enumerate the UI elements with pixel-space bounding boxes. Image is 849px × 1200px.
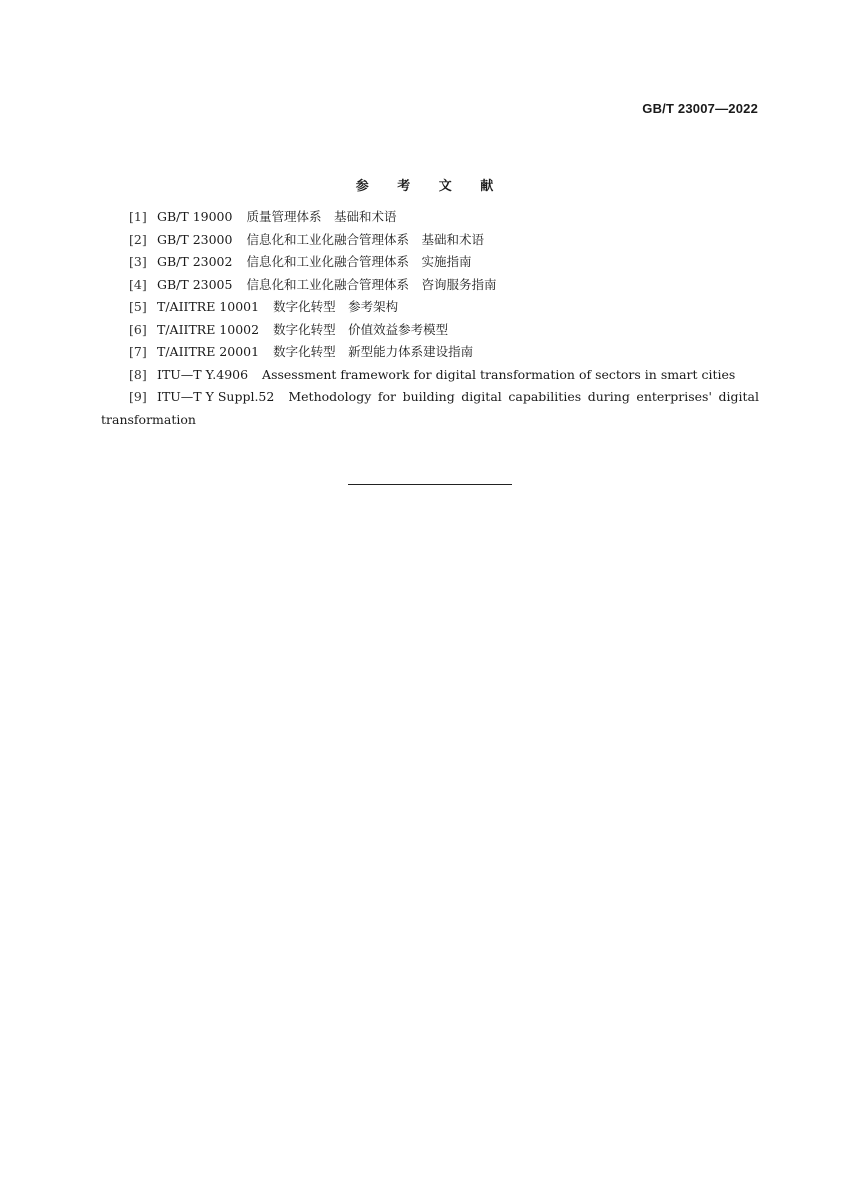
reference-item: [101, 341, 759, 364]
reference-item: [101, 319, 759, 342]
reference-item: [101, 296, 759, 319]
reference-number: [6]: [129, 321, 147, 337]
reference-title: 数字化转型 价值效益参考模型: [273, 321, 449, 337]
reference-title: 信息化和工业化融合管理体系 基础和术语: [246, 231, 484, 247]
reference-number: [1]: [129, 209, 147, 224]
reference-item: [101, 251, 759, 274]
reference-title: 信息化和工业化融合管理体系 实施指南: [246, 254, 472, 269]
reference-number: [8]: [129, 366, 147, 382]
reference-code: GB/T 23000: [157, 231, 233, 247]
reference-item: [101, 206, 759, 229]
reference-code: GB/T 19000: [157, 209, 233, 224]
reference-number: [2]: [129, 231, 147, 247]
end-rule: [348, 484, 512, 485]
reference-code: T/AIITRE 20001: [157, 344, 260, 359]
standard-number: GB/T 23007—2022: [642, 101, 758, 116]
bibliography-title: 参 考 文 献: [355, 179, 506, 194]
reference-title: 数字化转型 参考架构: [273, 299, 399, 314]
reference-number: [7]: [129, 344, 147, 359]
reference-code: GB/T 23002: [157, 254, 233, 269]
reference-title: 信息化和工业化融合管理体系 咨询服务指南: [246, 276, 497, 292]
reference-item: [101, 386, 759, 431]
reference-code: T/AIITRE 10002: [157, 321, 260, 337]
reference-item: [101, 229, 759, 252]
reference-title: Methodology for building digital capabilities during enterprises' digital transformation: [101, 389, 759, 427]
reference-code: ITU—T Y.4906: [157, 366, 249, 382]
reference-item: [101, 364, 759, 387]
reference-code: T/AIITRE 10001: [157, 299, 260, 314]
reference-title: Assessment framework for digital transformation of sectors in smart cities: [262, 366, 736, 382]
reference-number: [4]: [129, 276, 147, 292]
reference-number: [9]: [129, 389, 147, 404]
reference-code: ITU—T Y Suppl.52: [157, 389, 275, 404]
reference-item: [101, 274, 759, 297]
reference-code: GB/T 23005: [157, 276, 233, 292]
reference-title: 数字化转型 新型能力体系建设指南: [273, 344, 474, 359]
reference-number: [5]: [129, 299, 147, 314]
reference-number: [3]: [129, 254, 147, 269]
reference-list: [101, 206, 759, 431]
reference-title: 质量管理体系 基础和术语: [246, 209, 397, 224]
